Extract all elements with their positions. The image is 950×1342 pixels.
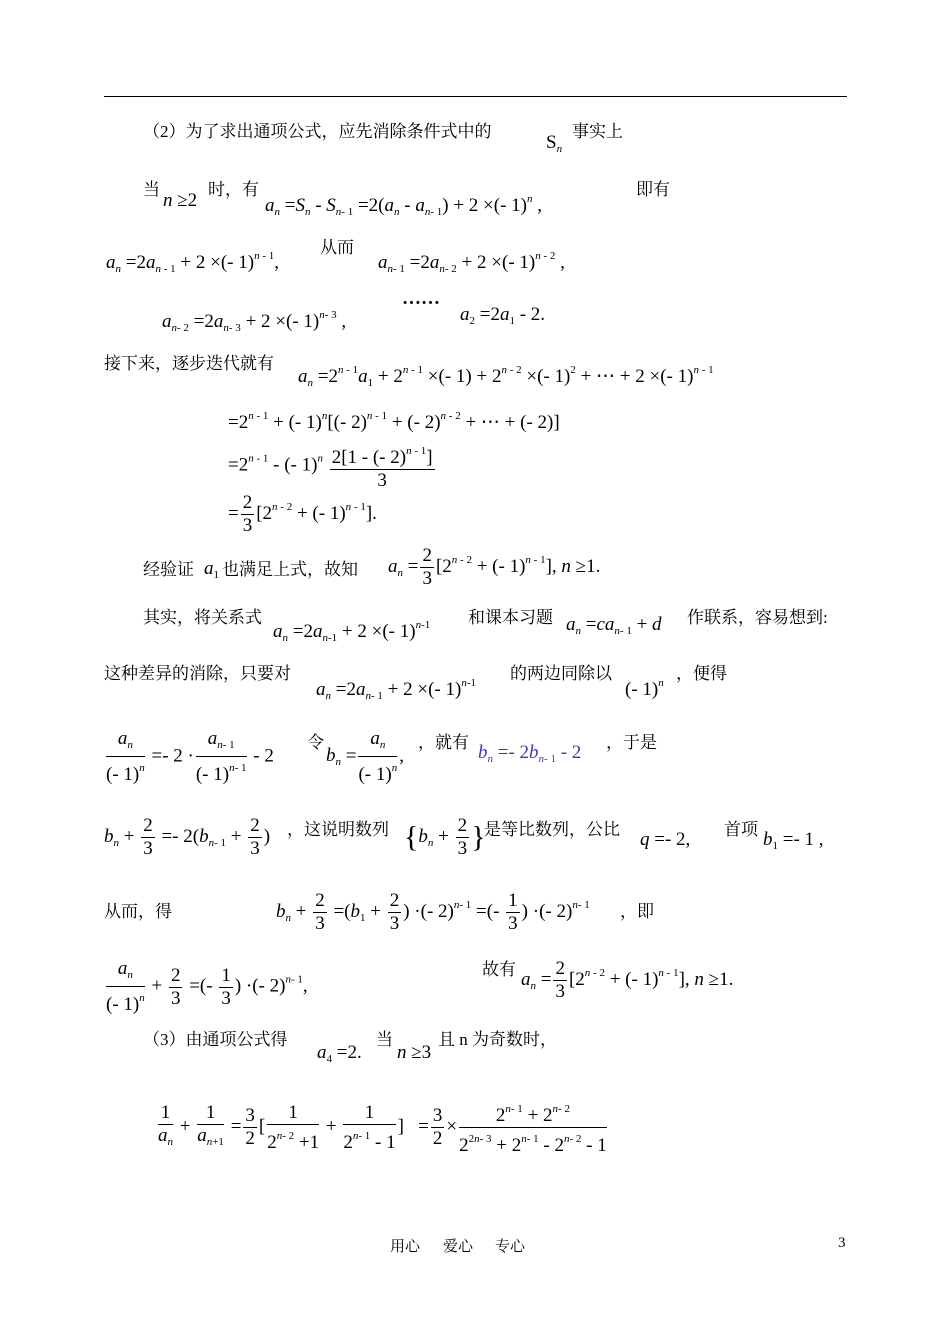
para-text: ，即: [620, 902, 654, 921]
math-relation-2: $a_n =2a_{n- 1} + 2$ ×(- 1)$^{n-1}$: [316, 677, 476, 702]
para-text: 经验证: [143, 560, 194, 579]
math-q: q =- 2,: [640, 829, 691, 850]
math-neg1-n: (- 1)$^n$: [625, 677, 664, 700]
para-text: ，这说明数列: [287, 820, 389, 839]
para-text: 这种差异的消除，只要对: [104, 664, 291, 683]
page-number: 3: [838, 1235, 846, 1251]
para-text: 也满足上式，故知: [222, 560, 358, 579]
footer-item: 爱心: [443, 1237, 474, 1255]
math-bn-closed: $b_n$ + $\frac{2}{3}$ $=(b_1$ + $\frac{2}{3}$ ) ·(- 2)$^{n- 1}$ =(- $\frac{1}{3}$ ) ·(- 2)$^{n- 1}$: [276, 890, 590, 934]
math-an-can1-d: $a_n =ca_{n- 1} + d$: [566, 614, 662, 637]
para-text: 即有: [636, 180, 670, 199]
para-text: 其实，将关系式: [143, 608, 262, 627]
math-an1: $a_{n- 1} =2a_{n- 2} + 2$ ×(- 1)$^{n - 2}$ ,: [378, 250, 565, 275]
math-bn-recurrence: $b_n =- 2b_{n- 1} - 2$: [478, 742, 582, 765]
math-an2: $a_{n- 2} =2a_{n- 3} + 2$ ×(- 1)$^{n- 3}$ ,: [162, 309, 347, 334]
footer-item: 专心: [495, 1237, 526, 1255]
para-text: 首项: [724, 820, 758, 839]
math-bn-geom: $b_n$ + $\frac{2}{3}$ =- $2(b_{n- 1}$ + $\frac{2}{3}$ ): [104, 815, 271, 859]
footer-item: 用心: [390, 1237, 421, 1255]
para-text: ，就有: [418, 733, 469, 752]
para-text: 且 n 为奇数时，: [438, 1030, 557, 1049]
math-iterate-1: $a_n =2^{n - 1}a_1 + 2^{n - 1}$ ×(- $1) + 2^{n - 2}$ ×(- 1)$^2$ + ⋯ + 2 ×(- 1)$^{n - 1}$: [298, 364, 714, 389]
math-divided: $\frac{a_n}{(- 1)^n}$ =- 2 · $\frac{a_{n- 1}}{(- 1)^{n- 1}}$ - 2: [106, 728, 274, 785]
para-text: 当: [143, 180, 160, 199]
para-text: 时，有: [208, 180, 259, 199]
para-text: ，于是: [606, 733, 657, 752]
para-text: 作联系，容易想到:: [687, 608, 828, 627]
math-n-ge-2: n ≥2: [163, 190, 198, 211]
para-text: 的两边同除以: [510, 664, 612, 683]
math-an-2an1: $a_n =2a_{n - 1} + 2$ ×(- 1)$^{n - 1}$,: [106, 250, 279, 275]
para-text: 接下来，逐步迭代就有: [104, 354, 274, 373]
para-text: 故有: [482, 960, 516, 979]
math-an-recurrence: $a_n =S_n - S_{n- 1} =2(a_n - a_{n- 1}) + 2$ ×(- 1)$^n$ ,: [265, 193, 543, 218]
para-text: 和课本习题: [468, 608, 553, 627]
math-b1: $b_1 =- 1$ ,: [763, 829, 824, 852]
math-bn-def: $b_n$ = $\frac{a_n}{(- 1)^n}$ ,: [326, 728, 404, 785]
para-text: 从而，得: [104, 902, 172, 921]
header-rule: [104, 96, 847, 97]
para-text: ，便得: [676, 664, 727, 683]
math-relation: $a_n =2a_{n-1} + 2$ ×(- 1)$^{n-1}$: [273, 619, 431, 644]
math-a4: $a_4 =2$.: [317, 1042, 362, 1065]
math-a2: $a_2 =2a_1 - 2$.: [460, 304, 546, 327]
para-text: 令: [307, 733, 324, 752]
para-text: 从而: [320, 238, 354, 257]
math-iterate-4: = $\frac{2}{3}$ [$2^{n - 2}$ + (- 1)$^{n - 1}$].: [228, 492, 377, 536]
math-an-formula: $a_n$ = $\frac{2}{3}$ [$2^{n - 2}$ + (- 1)$^{n - 1}$], n ≥1.: [388, 545, 601, 589]
math-iterate-2: $=2^{n - 1}$ + (- 1)$^n$[(- 2)$^{n - 1}$ + (- 2)$^{n - 2}$ + ⋯ + (- 2)]: [228, 410, 560, 433]
math-a1: $a_1$: [204, 558, 219, 581]
para-text: 事实上: [572, 122, 623, 141]
math-sum-recip: $\frac{1}{a_n}$ + $\frac{1}{a_{n+1}}$ = $\frac{3}{2}$ [ $\frac{1}{2^{n- 2} +1}$ + $\frac{1}{2^{n- 1} - 1}$ ] = $\frac{3}{2}$ × $\frac{2^{n- 1} + 2^{n- 2}}{2^{2n- 3} + 2^{n- 1} - 2^{n- 2} - 1}$: [156, 1098, 609, 1157]
para-text: 当: [376, 1030, 393, 1049]
math-sn: $S_n$: [546, 132, 563, 155]
para-text: 是等比数列，公比: [484, 820, 620, 839]
math-seq-braces: {$b_n$ + $\frac{2}{3}$ }: [404, 815, 486, 859]
math-ellipsis: ……: [402, 288, 440, 309]
math-n-ge-3: n ≥3: [397, 1042, 432, 1063]
math-iterate-3: $=2^{n - 1}$ - (- 1)$^n$ $\frac{2[1 - (- 2)^{n - 1}]}{3}$: [228, 440, 437, 492]
para-part3-intro: （3）由通项公式得: [143, 1030, 288, 1049]
math-an-closed-2: $a_n$ = $\frac{2}{3}$ [$2^{n - 2}$ + (- 1)$^{n - 1}$], n ≥1.: [521, 958, 734, 1002]
para-part2-intro: （2）为了求出通项公式，应先消除条件式中的: [143, 122, 492, 141]
math-an-closed-1: $\frac{a_n}{(- 1)^n}$ + $\frac{2}{3}$ =(- $\frac{1}{3}$ ) ·(- 2)$^{n- 1}$,: [106, 958, 308, 1015]
